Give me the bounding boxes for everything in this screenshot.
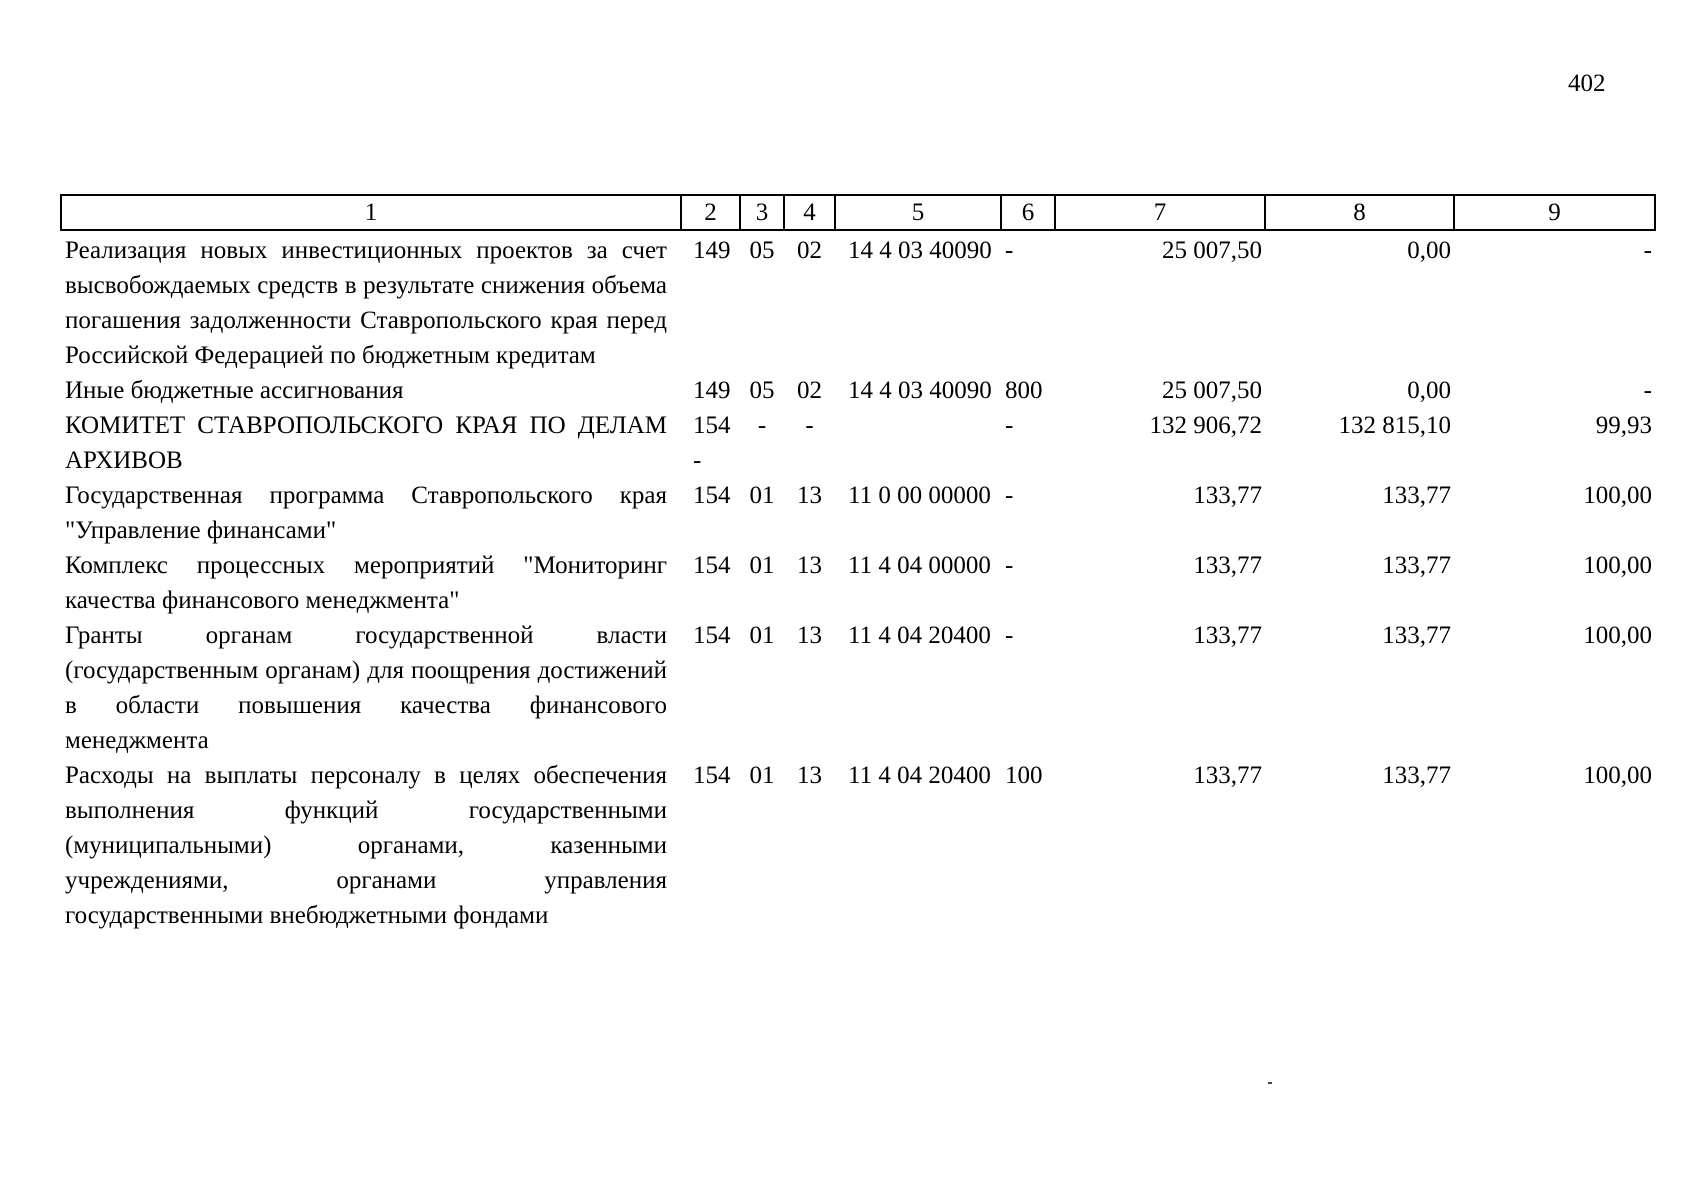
row-name: Комплекс процессных мероприятий "Мониторинг качества финансового менеджмента" — [65, 552, 667, 614]
row-name: Гранты органам государственной власти (государственным органам) для поощрения достижений в области повышения качества финансового менеджмента — [65, 622, 667, 754]
table-row — [61, 230, 1655, 373]
row-code-expense-type: 800 — [1005, 377, 1043, 404]
row-code-section: - — [757, 412, 767, 439]
column-header: 7 — [1055, 195, 1265, 230]
row-code-subsection: 13 — [797, 622, 822, 649]
row-code-admin: 154 - — [693, 412, 731, 474]
row-percent: 100,00 — [1583, 622, 1652, 649]
row-code-target: 14 4 03 40090 — [848, 377, 992, 404]
row-code-target — [835, 408, 1001, 478]
row-name: Государственная программа Ставропольского края "Управление финансами" — [65, 482, 667, 544]
row-code-subsection: 13 — [797, 482, 822, 509]
row-code-section: 01 — [749, 622, 775, 649]
row-code-subsection: 02 — [797, 377, 822, 404]
column-header: 4 — [784, 195, 835, 230]
row-code-section: 01 — [749, 552, 775, 579]
row-code-section: 05 — [749, 377, 775, 404]
table-row — [61, 548, 1655, 618]
row-code-admin: 149 — [693, 377, 731, 404]
column-header: 2 — [681, 195, 740, 230]
row-percent: 99,93 — [1595, 412, 1652, 439]
row-code-expense-type: - — [1005, 622, 1014, 649]
row-actual: 133,77 — [1382, 762, 1451, 789]
page-number: 402 — [1568, 70, 1606, 97]
table-row — [61, 408, 1655, 478]
row-code-target: 14 4 03 40090 — [848, 237, 992, 264]
row-code-admin: 149 — [693, 237, 731, 264]
row-percent: 100,00 — [1583, 482, 1652, 509]
table-body — [61, 230, 1655, 933]
row-name: КОМИТЕТ СТАВРОПОЛЬСКОГО КРАЯ ПО ДЕЛАМ АРХИВОВ — [65, 412, 667, 474]
row-percent: - — [1643, 237, 1652, 264]
row-code-subsection: 13 — [797, 762, 822, 789]
row-code-expense-type: - — [1005, 412, 1014, 439]
stray-mark — [1268, 1082, 1272, 1084]
row-code-admin: 154 — [693, 482, 731, 509]
row-code-target: 11 4 04 20400 — [848, 762, 991, 789]
table-row — [61, 758, 1655, 933]
row-percent: 100,00 — [1583, 552, 1652, 579]
row-actual: 133,77 — [1382, 482, 1451, 509]
row-code-subsection: 02 — [797, 237, 822, 264]
table-row — [61, 618, 1655, 758]
row-code-subsection: - — [805, 412, 814, 439]
row-code-section: 01 — [749, 762, 775, 789]
row-code-expense-type: 100 — [1005, 762, 1043, 789]
column-header: 8 — [1265, 195, 1454, 230]
row-planned: 133,77 — [1193, 482, 1262, 509]
budget-table — [60, 194, 1656, 933]
row-code-admin: 154 — [693, 622, 731, 649]
row-code-section: 05 — [749, 237, 775, 264]
row-code-expense-type: - — [1005, 237, 1014, 264]
table-row — [61, 478, 1655, 548]
row-actual: 0,00 — [1407, 237, 1451, 264]
row-code-target: 11 4 04 20400 — [848, 622, 991, 649]
row-planned: 133,77 — [1193, 762, 1262, 789]
row-code-expense-type: - — [1005, 482, 1014, 509]
table-header-row — [61, 195, 1655, 230]
row-code-admin: 154 — [693, 762, 731, 789]
column-header: 9 — [1454, 195, 1655, 230]
row-name: Расходы на выплаты персоналу в целях обеспечения выполнения функций государственными (муниципальными) органами, казенными учреждениями, органами управления государственными внебюджетными фондами — [65, 762, 667, 929]
column-header: 1 — [61, 195, 681, 230]
row-percent: 100,00 — [1583, 762, 1652, 789]
row-planned: 133,77 — [1193, 552, 1262, 579]
row-planned: 25 007,50 — [1162, 237, 1262, 264]
row-planned: 25 007,50 — [1162, 377, 1262, 404]
row-actual: 133,77 — [1382, 552, 1451, 579]
column-header: 6 — [1001, 195, 1055, 230]
row-planned: 133,77 — [1193, 622, 1262, 649]
row-name: Реализация новых инвестиционных проектов за счет высвобождаемых средств в результате снижения объема погашения задолженности Ставропольского края перед Российской Федерацией по бюджетным кредитам — [65, 237, 667, 369]
row-actual: 132 815,10 — [1338, 412, 1451, 439]
row-code-target: 11 0 00 00000 — [848, 482, 991, 509]
row-actual: 133,77 — [1382, 622, 1451, 649]
row-name: Иные бюджетные ассигнования — [65, 377, 404, 404]
row-code-target: 11 4 04 00000 — [848, 552, 991, 579]
row-code-section: 01 — [749, 482, 775, 509]
column-header: 3 — [740, 195, 784, 230]
row-code-expense-type: - — [1005, 552, 1014, 579]
row-code-subsection: 13 — [797, 552, 822, 579]
column-header: 5 — [835, 195, 1001, 230]
row-code-admin: 154 — [693, 552, 731, 579]
row-percent: - — [1643, 377, 1652, 404]
row-planned: 132 906,72 — [1149, 412, 1262, 439]
row-actual: 0,00 — [1407, 377, 1451, 404]
table-row — [61, 373, 1655, 408]
